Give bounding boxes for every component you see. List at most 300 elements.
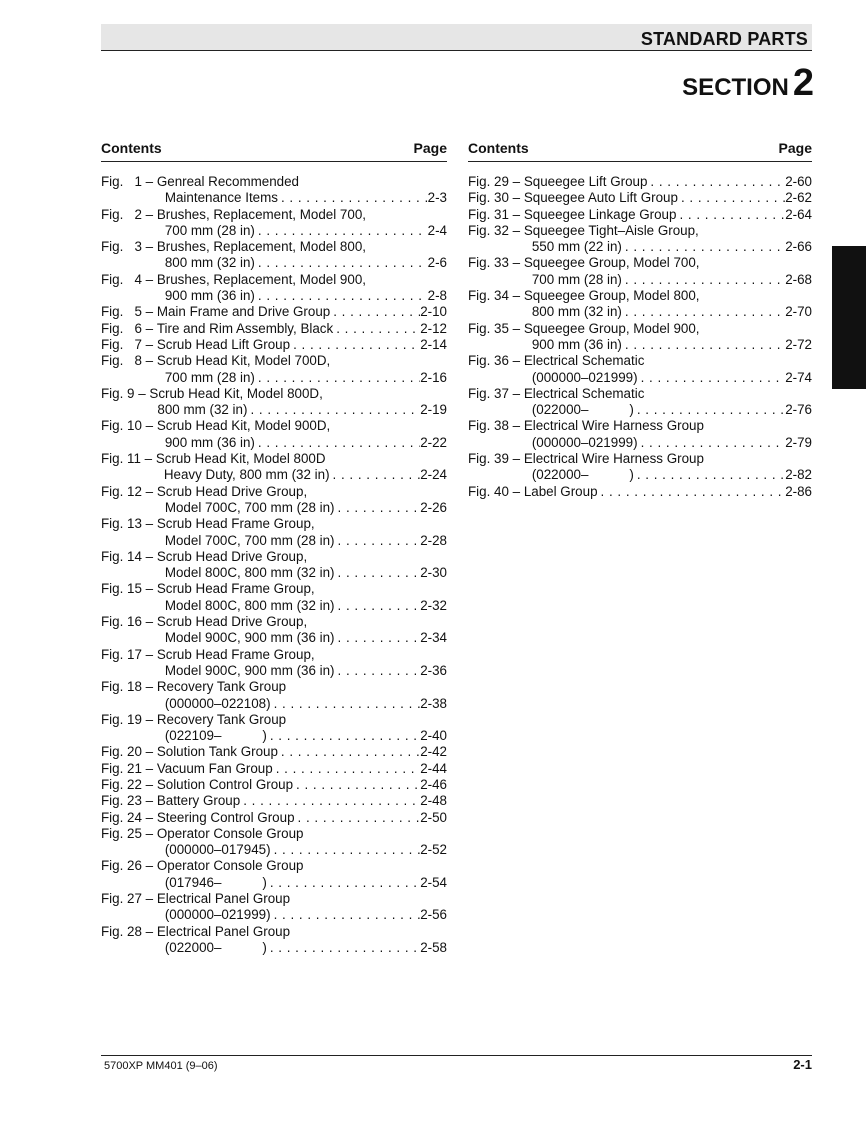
page-ref: 2-79 — [785, 434, 812, 450]
toc-entry — [101, 337, 447, 353]
dot-leader — [622, 337, 785, 353]
toc-entry-line — [468, 353, 812, 369]
toc-entry — [101, 353, 447, 386]
dot-leader — [622, 304, 785, 320]
toc-entry-line — [468, 451, 812, 467]
dot-leader — [255, 223, 428, 239]
figure-number: Fig. 21 – — [101, 760, 157, 776]
figure-title: Vacuum Fan Group — [156, 760, 273, 776]
figure-number: Fig. 16 – — [101, 614, 157, 630]
toc-entry — [101, 858, 447, 891]
toc-entry — [101, 451, 447, 484]
toc-entry — [468, 321, 812, 354]
toc-entry-continuation — [101, 402, 447, 418]
figure-title: Brushes, Replacement, Model 800, — [156, 239, 366, 255]
toc-entries — [468, 174, 812, 500]
figure-title-continuation: 900 mm (36 in) — [531, 336, 622, 352]
figure-title: Operator Console Group — [156, 858, 304, 874]
toc-entry-line — [101, 679, 447, 695]
figure-title: Electrical Panel Group — [156, 923, 291, 939]
figure-title-continuation: Model 900C, 900 mm (36 in) — [164, 662, 335, 678]
figure-title: Recovery Tank Group — [156, 679, 287, 695]
dot-leader — [255, 435, 420, 451]
dot-leader — [335, 663, 421, 679]
page-ref: 2-34 — [420, 630, 447, 646]
figure-title-continuation: (022000– ) — [531, 402, 634, 418]
page-ref: 2-12 — [420, 320, 447, 336]
figure-title: Squeegee Group, Model 700, — [523, 255, 700, 271]
figure-number: Fig. 28 – — [101, 923, 157, 939]
toc-entry-line — [101, 516, 447, 532]
figure-title: Brushes, Replacement, Model 700, — [156, 206, 366, 222]
footer-rule — [101, 1055, 812, 1056]
dot-leader — [267, 940, 420, 956]
toc-entry-continuation — [101, 467, 447, 483]
dot-leader — [255, 255, 428, 271]
figure-number: Fig. 32 – — [468, 222, 524, 238]
page-ref: 2-32 — [420, 597, 447, 613]
toc-entry-line — [101, 614, 447, 630]
toc-entry — [468, 353, 812, 386]
toc-entry — [101, 761, 447, 777]
page-ref: 2-4 — [427, 222, 447, 238]
page-ref: 2-64 — [785, 206, 812, 222]
figure-title: Label Group — [523, 483, 598, 499]
toc-entry-line — [101, 386, 447, 402]
figure-number: Fig. 24 – — [101, 809, 157, 825]
figure-number: Fig. 19 – — [101, 711, 157, 727]
figure-title-continuation: (022000– ) — [164, 939, 267, 955]
toc-entry-continuation — [468, 272, 812, 288]
toc-entry-continuation — [101, 696, 447, 712]
page-heading: Page — [778, 140, 812, 156]
figure-number: Fig. 7 – — [101, 336, 157, 352]
figure-title-continuation: Model 800C, 800 mm (32 in) — [164, 565, 335, 581]
figure-number: Fig. 23 – — [101, 793, 157, 809]
toc-entry — [101, 744, 447, 760]
page-ref: 2-30 — [420, 565, 447, 581]
figure-title-continuation: (000000–022108) — [164, 695, 271, 711]
figure-title: Scrub Head Drive Group, — [156, 548, 308, 564]
figure-number: Fig. 39 – — [468, 451, 524, 467]
toc-entry — [101, 777, 447, 793]
page-ref: 2-36 — [420, 662, 447, 678]
toc-entry — [468, 451, 812, 484]
toc-entry-continuation — [468, 435, 812, 451]
page-ref: 2-70 — [785, 304, 812, 320]
figure-number: Fig. 29 – — [468, 174, 524, 189]
figure-number: Fig. 11 – — [101, 451, 156, 467]
dot-leader — [647, 174, 785, 190]
toc-entry-line — [101, 207, 447, 223]
figure-title-continuation: (000000–021999) — [531, 434, 638, 450]
toc-entry-continuation — [468, 402, 812, 418]
figure-title: Tire and Rim Assembly, Black — [156, 320, 334, 336]
page-ref: 2-48 — [420, 793, 447, 809]
toc-entry — [468, 190, 812, 206]
toc-entry-continuation — [101, 223, 447, 239]
dot-leader — [278, 190, 428, 206]
column-heading — [101, 139, 447, 162]
figure-title: Genreal Recommended — [156, 174, 299, 189]
page-ref: 2-86 — [785, 483, 812, 499]
toc-entry — [101, 679, 447, 712]
figure-number: Fig. 3 – — [101, 239, 157, 255]
toc-entry-line — [101, 581, 447, 597]
toc-entry — [101, 174, 447, 207]
contents-column-right — [468, 139, 812, 500]
toc-entry-continuation — [101, 940, 447, 956]
page-ref: 2-44 — [420, 760, 447, 776]
figure-number: Fig. 15 – — [101, 581, 157, 597]
page-ref: 2-72 — [785, 336, 812, 352]
figure-number: Fig. 40 – — [468, 483, 524, 499]
toc-entry — [101, 386, 447, 419]
figure-title: Scrub Head Frame Group, — [156, 581, 315, 597]
figure-title: Squeegee Auto Lift Group — [523, 190, 678, 206]
toc-entry-line — [101, 484, 447, 500]
figure-number: Fig. 33 – — [468, 255, 524, 271]
figure-number: Fig. 8 – — [101, 353, 157, 369]
toc-entry — [101, 826, 447, 859]
toc-entry-continuation — [101, 190, 447, 206]
toc-entry — [101, 810, 447, 826]
toc-entry-continuation — [101, 907, 447, 923]
figure-number: Fig. 14 – — [101, 548, 157, 564]
toc-entry-line — [468, 321, 812, 337]
figure-title: Battery Group — [156, 793, 241, 809]
figure-title: Operator Console Group — [156, 825, 304, 841]
toc-entry-line — [468, 386, 812, 402]
figure-number: Fig. 35 – — [468, 320, 524, 336]
dot-leader — [255, 370, 420, 386]
page-ref: 2-82 — [785, 467, 812, 483]
figure-number: Fig. 12 – — [101, 483, 157, 499]
figure-title: Brushes, Replacement, Model 900, — [156, 271, 366, 287]
figure-title-continuation: (000000–021999) — [164, 907, 271, 923]
toc-entry — [101, 484, 447, 517]
figure-title-continuation: Heavy Duty, 800 mm (32 in) — [163, 467, 330, 483]
dot-leader — [678, 190, 785, 206]
figure-title: Scrub Head Kit, Model 800D, — [149, 385, 323, 401]
figure-title: Squeegee Lift Group — [523, 174, 648, 189]
figure-title: Squeegee Group, Model 900, — [523, 320, 700, 336]
figure-title: Scrub Head Kit, Model 900D, — [156, 418, 331, 434]
figure-number: Fig. 10 – — [101, 418, 157, 434]
dot-leader — [278, 744, 420, 760]
toc-entry — [101, 793, 447, 809]
dot-leader — [335, 533, 421, 549]
figure-title-continuation: (000000–021999) — [531, 369, 638, 385]
toc-entry-line — [101, 451, 447, 467]
figure-number: Fig. 6 – — [101, 320, 157, 336]
footer-doc-id: 5700XP MM401 (9–06) — [104, 1060, 218, 1072]
page-ref: 2-22 — [420, 434, 447, 450]
figure-number: Fig. 38 – — [468, 418, 524, 434]
toc-entry — [468, 418, 812, 451]
section-title — [682, 62, 814, 105]
dot-leader — [240, 793, 420, 809]
toc-entry-continuation — [101, 842, 447, 858]
figure-title: Scrub Head Lift Group — [156, 336, 291, 352]
toc-entry-continuation — [101, 565, 447, 581]
figure-number: Fig. 31 – — [468, 206, 524, 222]
toc-entry — [101, 418, 447, 451]
contents-column-left — [101, 139, 447, 956]
header-title: STANDARD PARTS — [640, 29, 808, 49]
toc-entries — [101, 174, 447, 956]
figure-number: Fig. 26 – — [101, 858, 157, 874]
toc-entry-line — [101, 712, 447, 728]
toc-entry-continuation — [468, 304, 812, 320]
dot-leader — [293, 777, 420, 793]
figure-title: Steering Control Group — [156, 809, 295, 825]
contents-heading: Contents — [468, 140, 529, 156]
dot-leader — [273, 761, 420, 777]
toc-entry-line — [101, 239, 447, 255]
toc-entry-line — [101, 744, 447, 760]
toc-entry — [468, 484, 812, 500]
figure-number: Fig. 20 – — [101, 744, 157, 760]
figure-title-continuation: (017946– ) — [164, 874, 267, 890]
page-ref: 2-19 — [420, 402, 447, 418]
figure-number: Fig. 22 – — [101, 776, 157, 792]
page-ref: 2-66 — [785, 239, 812, 255]
toc-entry-continuation — [101, 663, 447, 679]
page-ref: 2-68 — [785, 271, 812, 287]
page-ref: 2-42 — [420, 744, 447, 760]
figure-title-continuation: 800 mm (32 in) — [157, 402, 248, 418]
figure-title-continuation: 550 mm (22 in) — [531, 239, 622, 255]
toc-entry-line — [468, 255, 812, 271]
toc-entry-continuation — [101, 435, 447, 451]
dot-leader — [247, 402, 420, 418]
toc-entry — [101, 321, 447, 337]
page-ref: 2-3 — [427, 190, 447, 206]
figure-title: Electrical Wire Harness Group — [523, 418, 704, 434]
dot-leader — [271, 696, 421, 712]
toc-entry-continuation — [468, 467, 812, 483]
page-ref: 2-74 — [785, 369, 812, 385]
page-ref: 2-56 — [420, 907, 447, 923]
figure-title-continuation: Model 700C, 700 mm (28 in) — [164, 499, 335, 515]
figure-title: Electrical Wire Harness Group — [523, 451, 704, 467]
figure-title-continuation: 700 mm (28 in) — [164, 369, 255, 385]
toc-entry-line — [468, 484, 812, 500]
toc-entry-line — [101, 549, 447, 565]
toc-entry-line — [468, 190, 812, 206]
toc-entry — [101, 239, 447, 272]
toc-entry-line — [101, 810, 447, 826]
toc-entry-line — [101, 321, 447, 337]
figure-title: Electrical Panel Group — [156, 891, 291, 907]
contents-heading: Contents — [101, 140, 162, 156]
toc-entry-line — [468, 288, 812, 304]
figure-title-continuation: (022109– ) — [164, 728, 267, 744]
dot-leader — [255, 288, 428, 304]
figure-title: Squeegee Linkage Group — [523, 206, 677, 222]
figure-number: Fig. 36 – — [468, 353, 524, 369]
toc-entry — [468, 386, 812, 419]
toc-entry-line — [101, 777, 447, 793]
page-ref: 2-10 — [420, 304, 447, 320]
figure-title-continuation: 900 mm (36 in) — [164, 434, 255, 450]
toc-entry — [101, 712, 447, 745]
toc-entry-line — [101, 174, 447, 190]
figure-title: Electrical Schematic — [523, 385, 645, 401]
figure-title: Scrub Head Kit, Model 700D, — [156, 353, 331, 369]
figure-number: Fig. 9 – — [101, 385, 150, 401]
dot-leader — [638, 435, 786, 451]
figure-title-continuation: 900 mm (36 in) — [164, 288, 255, 304]
dot-leader — [271, 907, 421, 923]
toc-entry-line — [101, 793, 447, 809]
page-ref: 2-46 — [420, 776, 447, 792]
page-ref: 2-58 — [420, 939, 447, 955]
page-heading: Page — [413, 140, 447, 156]
page-ref: 2-8 — [427, 288, 447, 304]
figure-title: Squeegee Tight–Aisle Group, — [523, 222, 699, 238]
figure-title-continuation: 800 mm (32 in) — [164, 255, 255, 271]
page-ref: 2-26 — [420, 499, 447, 515]
figure-title: Electrical Schematic — [523, 353, 645, 369]
page-ref: 2-54 — [420, 874, 447, 890]
page-ref: 2-38 — [420, 695, 447, 711]
figure-number: Fig. 27 – — [101, 891, 157, 907]
figure-number: Fig. 5 – — [101, 304, 157, 320]
footer-page-number: 2-1 — [793, 1057, 812, 1072]
figure-number: Fig. 13 – — [101, 516, 157, 532]
page-ref: 2-60 — [785, 174, 812, 189]
figure-number: Fig. 18 – — [101, 679, 157, 695]
toc-entry-line — [468, 418, 812, 434]
page-ref: 2-40 — [420, 728, 447, 744]
figure-number: Fig. 4 – — [101, 271, 157, 287]
page-ref: 2-24 — [420, 467, 447, 483]
figure-title-continuation: Model 900C, 900 mm (36 in) — [164, 630, 335, 646]
toc-entry — [101, 272, 447, 305]
section-word: SECTION — [682, 74, 789, 101]
toc-entry-line — [101, 304, 447, 320]
dot-leader — [622, 239, 785, 255]
toc-entry-line — [101, 826, 447, 842]
dot-leader — [335, 598, 421, 614]
dot-leader — [267, 728, 420, 744]
page-ref: 2-6 — [427, 255, 447, 271]
toc-entry — [101, 304, 447, 320]
header-band — [101, 24, 812, 51]
figure-title: Solution Control Group — [156, 776, 294, 792]
toc-entry — [101, 549, 447, 582]
toc-entry — [468, 288, 812, 321]
figure-number: Fig. 30 – — [468, 190, 524, 206]
toc-entry — [101, 891, 447, 924]
page-ref: 2-76 — [785, 402, 812, 418]
figure-number: Fig. 37 – — [468, 385, 524, 401]
figure-number: Fig. 17 – — [101, 646, 157, 662]
figure-title: Solution Tank Group — [156, 744, 278, 760]
figure-title: Scrub Head Frame Group, — [156, 516, 315, 532]
toc-entry-line — [101, 924, 447, 940]
dot-leader — [290, 337, 420, 353]
toc-entry-line — [101, 272, 447, 288]
figure-title: Main Frame and Drive Group — [156, 304, 331, 320]
figure-title-continuation: Model 700C, 700 mm (28 in) — [164, 532, 335, 548]
figure-number: Fig. 1 – — [101, 174, 157, 189]
page-ref: 2-62 — [785, 190, 812, 206]
figure-title-continuation: (000000–017945) — [164, 842, 271, 858]
figure-title-continuation: Model 800C, 800 mm (32 in) — [164, 597, 335, 613]
page-ref: 2-16 — [420, 369, 447, 385]
page-ref: 2-52 — [420, 842, 447, 858]
toc-entry — [101, 581, 447, 614]
toc-entry-continuation — [468, 239, 812, 255]
dot-leader — [271, 842, 421, 858]
figure-number: Fig. 34 – — [468, 288, 524, 304]
dot-leader — [330, 467, 421, 483]
dot-leader — [634, 402, 785, 418]
toc-entry-line — [101, 353, 447, 369]
figure-title-continuation: 700 mm (28 in) — [531, 271, 622, 287]
toc-entry-line — [468, 207, 812, 223]
figure-title: Recovery Tank Group — [156, 711, 287, 727]
toc-entry-continuation — [101, 500, 447, 516]
toc-entry-continuation — [468, 337, 812, 353]
figure-title-continuation: (022000– ) — [531, 467, 634, 483]
figure-number: Fig. 25 – — [101, 825, 157, 841]
toc-entry — [101, 207, 447, 240]
figure-title: Scrub Head Drive Group, — [156, 614, 308, 630]
figure-title-continuation: 700 mm (28 in) — [164, 222, 255, 238]
figure-title: Scrub Head Kit, Model 800D — [155, 451, 326, 467]
dot-leader — [676, 207, 785, 223]
toc-entry — [468, 207, 812, 223]
figure-title: Scrub Head Drive Group, — [156, 483, 308, 499]
figure-number: Fig. 2 – — [101, 206, 157, 222]
toc-entry-continuation — [101, 370, 447, 386]
page-ref: 2-28 — [420, 532, 447, 548]
dot-leader — [335, 630, 421, 646]
toc-entry — [468, 255, 812, 288]
toc-entry-line — [468, 223, 812, 239]
figure-title: Squeegee Group, Model 800, — [523, 288, 700, 304]
toc-entry-continuation — [101, 533, 447, 549]
dot-leader — [330, 304, 420, 320]
dot-leader — [335, 500, 421, 516]
dot-leader — [598, 484, 786, 500]
section-thumb-tab — [832, 246, 866, 389]
figure-title: Scrub Head Frame Group, — [156, 646, 315, 662]
toc-entry-line — [101, 418, 447, 434]
toc-entry — [101, 924, 447, 957]
toc-entry-continuation — [101, 728, 447, 744]
toc-entry-line — [101, 891, 447, 907]
page-ref: 2-50 — [420, 809, 447, 825]
toc-entry-line — [101, 858, 447, 874]
toc-entry-line — [101, 761, 447, 777]
toc-entry — [468, 174, 812, 190]
dot-leader — [638, 370, 786, 386]
toc-entry-line — [101, 647, 447, 663]
toc-entry-continuation — [101, 630, 447, 646]
dot-leader — [634, 467, 785, 483]
toc-entry-line — [101, 337, 447, 353]
figure-title-continuation: 800 mm (32 in) — [531, 304, 622, 320]
dot-leader — [267, 875, 420, 891]
toc-entry-line — [468, 174, 812, 190]
dot-leader — [333, 321, 420, 337]
section-number: 2 — [792, 62, 814, 104]
